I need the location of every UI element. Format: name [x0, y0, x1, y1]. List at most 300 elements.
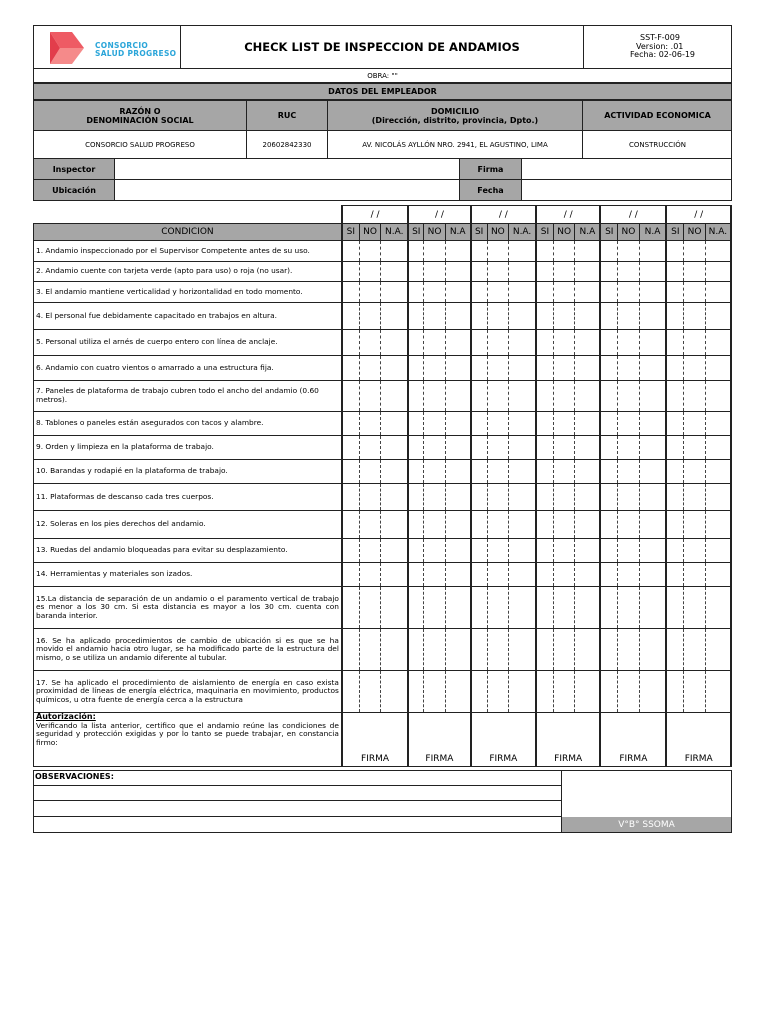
si-checkbox-6[interactable] — [666, 262, 683, 282]
si-checkbox-1[interactable] — [342, 330, 359, 356]
si-checkbox-4[interactable] — [536, 436, 553, 460]
na-checkbox-1[interactable] — [381, 460, 408, 484]
no-checkbox-2[interactable] — [424, 241, 445, 262]
si-checkbox-2[interactable] — [408, 539, 424, 563]
na-checkbox-2[interactable] — [445, 241, 470, 262]
na-checkbox-1[interactable] — [381, 484, 408, 511]
no-checkbox-2[interactable] — [424, 539, 445, 563]
no-checkbox-6[interactable] — [684, 262, 705, 282]
na-checkbox-5[interactable] — [639, 436, 666, 460]
na-checkbox-3[interactable] — [509, 629, 536, 671]
na-checkbox-3[interactable] — [509, 563, 536, 587]
na-checkbox-3[interactable] — [509, 241, 536, 262]
na-checkbox-4[interactable] — [575, 671, 600, 713]
na-checkbox-6[interactable] — [705, 629, 731, 671]
si-checkbox-3[interactable] — [471, 671, 487, 713]
si-checkbox-5[interactable] — [600, 484, 617, 511]
no-checkbox-3[interactable] — [487, 356, 508, 381]
no-checkbox-4[interactable] — [553, 356, 574, 381]
na-checkbox-3[interactable] — [509, 460, 536, 484]
no-checkbox-4[interactable] — [553, 282, 574, 303]
si-checkbox-2[interactable] — [408, 436, 424, 460]
na-checkbox-1[interactable] — [381, 539, 408, 563]
si-checkbox-3[interactable] — [471, 262, 487, 282]
na-checkbox-3[interactable] — [509, 412, 536, 436]
no-checkbox-5[interactable] — [618, 563, 639, 587]
si-checkbox-5[interactable] — [600, 356, 617, 381]
si-checkbox-4[interactable] — [536, 282, 553, 303]
si-checkbox-3[interactable] — [471, 587, 487, 629]
na-checkbox-5[interactable] — [639, 671, 666, 713]
firma-signature-1[interactable] — [342, 713, 408, 767]
na-checkbox-3[interactable] — [509, 282, 536, 303]
inspection-date-6[interactable]: / / — [666, 206, 731, 224]
si-checkbox-5[interactable] — [600, 511, 617, 539]
no-checkbox-6[interactable] — [684, 356, 705, 381]
na-checkbox-3[interactable] — [509, 381, 536, 412]
si-checkbox-1[interactable] — [342, 241, 359, 262]
na-checkbox-4[interactable] — [575, 460, 600, 484]
na-checkbox-6[interactable] — [705, 484, 731, 511]
na-checkbox-2[interactable] — [445, 330, 470, 356]
no-checkbox-1[interactable] — [359, 412, 380, 436]
no-checkbox-2[interactable] — [424, 303, 445, 330]
no-checkbox-3[interactable] — [487, 460, 508, 484]
fecha-input[interactable] — [522, 180, 731, 200]
no-checkbox-1[interactable] — [359, 241, 380, 262]
no-checkbox-2[interactable] — [424, 356, 445, 381]
si-checkbox-6[interactable] — [666, 511, 683, 539]
na-checkbox-4[interactable] — [575, 484, 600, 511]
na-checkbox-4[interactable] — [575, 412, 600, 436]
na-checkbox-3[interactable] — [509, 539, 536, 563]
no-checkbox-6[interactable] — [684, 460, 705, 484]
no-checkbox-6[interactable] — [684, 587, 705, 629]
no-checkbox-5[interactable] — [618, 484, 639, 511]
no-checkbox-6[interactable] — [684, 539, 705, 563]
si-checkbox-1[interactable] — [342, 511, 359, 539]
na-checkbox-5[interactable] — [639, 356, 666, 381]
observaciones-line-2[interactable] — [34, 801, 561, 816]
si-checkbox-6[interactable] — [666, 330, 683, 356]
no-checkbox-6[interactable] — [684, 303, 705, 330]
si-checkbox-2[interactable] — [408, 241, 424, 262]
si-checkbox-2[interactable] — [408, 330, 424, 356]
no-checkbox-3[interactable] — [487, 241, 508, 262]
si-checkbox-3[interactable] — [471, 460, 487, 484]
na-checkbox-4[interactable] — [575, 436, 600, 460]
si-checkbox-3[interactable] — [471, 563, 487, 587]
na-checkbox-3[interactable] — [509, 587, 536, 629]
inspection-date-3[interactable]: / / — [471, 206, 536, 224]
na-checkbox-6[interactable] — [705, 412, 731, 436]
na-checkbox-3[interactable] — [509, 484, 536, 511]
na-checkbox-6[interactable] — [705, 262, 731, 282]
si-checkbox-1[interactable] — [342, 484, 359, 511]
si-checkbox-4[interactable] — [536, 563, 553, 587]
si-checkbox-6[interactable] — [666, 436, 683, 460]
na-checkbox-4[interactable] — [575, 629, 600, 671]
na-checkbox-6[interactable] — [705, 671, 731, 713]
si-checkbox-2[interactable] — [408, 381, 424, 412]
no-checkbox-5[interactable] — [618, 330, 639, 356]
vb-signature-area[interactable] — [562, 771, 731, 817]
na-checkbox-1[interactable] — [381, 381, 408, 412]
na-checkbox-2[interactable] — [445, 539, 470, 563]
si-checkbox-4[interactable] — [536, 330, 553, 356]
si-checkbox-4[interactable] — [536, 241, 553, 262]
no-checkbox-1[interactable] — [359, 282, 380, 303]
no-checkbox-3[interactable] — [487, 484, 508, 511]
na-checkbox-5[interactable] — [639, 381, 666, 412]
na-checkbox-2[interactable] — [445, 587, 470, 629]
no-checkbox-5[interactable] — [618, 436, 639, 460]
si-checkbox-6[interactable] — [666, 671, 683, 713]
no-checkbox-6[interactable] — [684, 511, 705, 539]
si-checkbox-1[interactable] — [342, 381, 359, 412]
no-checkbox-1[interactable] — [359, 436, 380, 460]
si-checkbox-4[interactable] — [536, 381, 553, 412]
no-checkbox-3[interactable] — [487, 282, 508, 303]
no-checkbox-4[interactable] — [553, 241, 574, 262]
na-checkbox-5[interactable] — [639, 511, 666, 539]
no-checkbox-2[interactable] — [424, 330, 445, 356]
no-checkbox-5[interactable] — [618, 460, 639, 484]
si-checkbox-4[interactable] — [536, 262, 553, 282]
no-checkbox-2[interactable] — [424, 381, 445, 412]
si-checkbox-3[interactable] — [471, 484, 487, 511]
firma-input[interactable] — [522, 159, 731, 179]
si-checkbox-6[interactable] — [666, 629, 683, 671]
si-checkbox-2[interactable] — [408, 412, 424, 436]
si-checkbox-2[interactable] — [408, 303, 424, 330]
si-checkbox-5[interactable] — [600, 303, 617, 330]
si-checkbox-1[interactable] — [342, 587, 359, 629]
na-checkbox-4[interactable] — [575, 511, 600, 539]
no-checkbox-4[interactable] — [553, 460, 574, 484]
no-checkbox-4[interactable] — [553, 629, 574, 671]
na-checkbox-4[interactable] — [575, 330, 600, 356]
no-checkbox-2[interactable] — [424, 629, 445, 671]
no-checkbox-4[interactable] — [553, 381, 574, 412]
si-checkbox-5[interactable] — [600, 539, 617, 563]
na-checkbox-2[interactable] — [445, 460, 470, 484]
si-checkbox-2[interactable] — [408, 262, 424, 282]
firma-signature-2[interactable] — [408, 713, 470, 767]
na-checkbox-2[interactable] — [445, 436, 470, 460]
si-checkbox-4[interactable] — [536, 511, 553, 539]
na-checkbox-4[interactable] — [575, 241, 600, 262]
no-checkbox-2[interactable] — [424, 511, 445, 539]
na-checkbox-3[interactable] — [509, 262, 536, 282]
na-checkbox-5[interactable] — [639, 484, 666, 511]
firma-signature-6[interactable] — [666, 713, 731, 767]
na-checkbox-2[interactable] — [445, 629, 470, 671]
na-checkbox-6[interactable] — [705, 303, 731, 330]
si-checkbox-6[interactable] — [666, 539, 683, 563]
no-checkbox-3[interactable] — [487, 539, 508, 563]
na-checkbox-2[interactable] — [445, 303, 470, 330]
na-checkbox-1[interactable] — [381, 671, 408, 713]
na-checkbox-4[interactable] — [575, 282, 600, 303]
na-checkbox-2[interactable] — [445, 412, 470, 436]
si-checkbox-1[interactable] — [342, 460, 359, 484]
no-checkbox-3[interactable] — [487, 629, 508, 671]
si-checkbox-5[interactable] — [600, 671, 617, 713]
no-checkbox-4[interactable] — [553, 587, 574, 629]
si-checkbox-1[interactable] — [342, 563, 359, 587]
na-checkbox-2[interactable] — [445, 262, 470, 282]
na-checkbox-5[interactable] — [639, 460, 666, 484]
si-checkbox-4[interactable] — [536, 587, 553, 629]
no-checkbox-5[interactable] — [618, 381, 639, 412]
no-checkbox-1[interactable] — [359, 356, 380, 381]
no-checkbox-4[interactable] — [553, 484, 574, 511]
na-checkbox-5[interactable] — [639, 241, 666, 262]
na-checkbox-3[interactable] — [509, 511, 536, 539]
si-checkbox-4[interactable] — [536, 629, 553, 671]
no-checkbox-2[interactable] — [424, 587, 445, 629]
na-checkbox-5[interactable] — [639, 303, 666, 330]
na-checkbox-5[interactable] — [639, 563, 666, 587]
na-checkbox-5[interactable] — [639, 629, 666, 671]
no-checkbox-6[interactable] — [684, 241, 705, 262]
na-checkbox-2[interactable] — [445, 356, 470, 381]
si-checkbox-2[interactable] — [408, 671, 424, 713]
na-checkbox-6[interactable] — [705, 563, 731, 587]
si-checkbox-5[interactable] — [600, 563, 617, 587]
na-checkbox-6[interactable] — [705, 356, 731, 381]
na-checkbox-1[interactable] — [381, 629, 408, 671]
si-checkbox-5[interactable] — [600, 412, 617, 436]
na-checkbox-3[interactable] — [509, 330, 536, 356]
si-checkbox-3[interactable] — [471, 356, 487, 381]
no-checkbox-4[interactable] — [553, 330, 574, 356]
no-checkbox-4[interactable] — [553, 671, 574, 713]
si-checkbox-1[interactable] — [342, 629, 359, 671]
si-checkbox-5[interactable] — [600, 460, 617, 484]
na-checkbox-1[interactable] — [381, 436, 408, 460]
na-checkbox-6[interactable] — [705, 282, 731, 303]
si-checkbox-2[interactable] — [408, 629, 424, 671]
na-checkbox-1[interactable] — [381, 303, 408, 330]
si-checkbox-5[interactable] — [600, 282, 617, 303]
si-checkbox-3[interactable] — [471, 282, 487, 303]
si-checkbox-6[interactable] — [666, 460, 683, 484]
na-checkbox-2[interactable] — [445, 511, 470, 539]
si-checkbox-3[interactable] — [471, 303, 487, 330]
na-checkbox-4[interactable] — [575, 381, 600, 412]
no-checkbox-2[interactable] — [424, 484, 445, 511]
si-checkbox-3[interactable] — [471, 330, 487, 356]
no-checkbox-6[interactable] — [684, 330, 705, 356]
na-checkbox-5[interactable] — [639, 587, 666, 629]
na-checkbox-3[interactable] — [509, 303, 536, 330]
si-checkbox-4[interactable] — [536, 484, 553, 511]
no-checkbox-1[interactable] — [359, 460, 380, 484]
no-checkbox-3[interactable] — [487, 303, 508, 330]
no-checkbox-1[interactable] — [359, 629, 380, 671]
no-checkbox-3[interactable] — [487, 511, 508, 539]
si-checkbox-3[interactable] — [471, 436, 487, 460]
na-checkbox-4[interactable] — [575, 539, 600, 563]
no-checkbox-2[interactable] — [424, 460, 445, 484]
no-checkbox-4[interactable] — [553, 262, 574, 282]
si-checkbox-1[interactable] — [342, 539, 359, 563]
na-checkbox-1[interactable] — [381, 356, 408, 381]
no-checkbox-5[interactable] — [618, 241, 639, 262]
si-checkbox-6[interactable] — [666, 282, 683, 303]
no-checkbox-3[interactable] — [487, 671, 508, 713]
no-checkbox-1[interactable] — [359, 511, 380, 539]
na-checkbox-6[interactable] — [705, 330, 731, 356]
na-checkbox-2[interactable] — [445, 484, 470, 511]
na-checkbox-3[interactable] — [509, 671, 536, 713]
si-checkbox-4[interactable] — [536, 412, 553, 436]
no-checkbox-1[interactable] — [359, 262, 380, 282]
inspector-input[interactable] — [115, 159, 459, 179]
no-checkbox-3[interactable] — [487, 330, 508, 356]
no-checkbox-6[interactable] — [684, 484, 705, 511]
si-checkbox-2[interactable] — [408, 282, 424, 303]
na-checkbox-1[interactable] — [381, 412, 408, 436]
si-checkbox-5[interactable] — [600, 262, 617, 282]
no-checkbox-5[interactable] — [618, 282, 639, 303]
no-checkbox-3[interactable] — [487, 262, 508, 282]
no-checkbox-4[interactable] — [553, 539, 574, 563]
firma-signature-4[interactable] — [536, 713, 600, 767]
inspection-date-2[interactable]: / / — [408, 206, 470, 224]
na-checkbox-5[interactable] — [639, 412, 666, 436]
no-checkbox-1[interactable] — [359, 381, 380, 412]
no-checkbox-4[interactable] — [553, 412, 574, 436]
na-checkbox-6[interactable] — [705, 511, 731, 539]
si-checkbox-3[interactable] — [471, 629, 487, 671]
si-checkbox-3[interactable] — [471, 241, 487, 262]
no-checkbox-3[interactable] — [487, 436, 508, 460]
observaciones-line-3[interactable] — [34, 817, 561, 832]
si-checkbox-1[interactable] — [342, 262, 359, 282]
no-checkbox-4[interactable] — [553, 563, 574, 587]
no-checkbox-6[interactable] — [684, 381, 705, 412]
si-checkbox-6[interactable] — [666, 484, 683, 511]
na-checkbox-4[interactable] — [575, 563, 600, 587]
no-checkbox-5[interactable] — [618, 629, 639, 671]
na-checkbox-6[interactable] — [705, 381, 731, 412]
si-checkbox-1[interactable] — [342, 671, 359, 713]
si-checkbox-4[interactable] — [536, 356, 553, 381]
no-checkbox-6[interactable] — [684, 412, 705, 436]
no-checkbox-1[interactable] — [359, 563, 380, 587]
si-checkbox-4[interactable] — [536, 303, 553, 330]
si-checkbox-2[interactable] — [408, 587, 424, 629]
no-checkbox-4[interactable] — [553, 436, 574, 460]
observaciones-line-1[interactable] — [34, 786, 561, 800]
firma-signature-3[interactable] — [471, 713, 536, 767]
si-checkbox-2[interactable] — [408, 356, 424, 381]
no-checkbox-3[interactable] — [487, 563, 508, 587]
no-checkbox-1[interactable] — [359, 330, 380, 356]
si-checkbox-2[interactable] — [408, 460, 424, 484]
na-checkbox-1[interactable] — [381, 262, 408, 282]
si-checkbox-1[interactable] — [342, 356, 359, 381]
si-checkbox-3[interactable] — [471, 539, 487, 563]
si-checkbox-3[interactable] — [471, 412, 487, 436]
no-checkbox-5[interactable] — [618, 511, 639, 539]
si-checkbox-2[interactable] — [408, 511, 424, 539]
si-checkbox-5[interactable] — [600, 587, 617, 629]
si-checkbox-3[interactable] — [471, 511, 487, 539]
si-checkbox-6[interactable] — [666, 356, 683, 381]
si-checkbox-6[interactable] — [666, 241, 683, 262]
si-checkbox-5[interactable] — [600, 436, 617, 460]
no-checkbox-1[interactable] — [359, 587, 380, 629]
si-checkbox-2[interactable] — [408, 484, 424, 511]
inspection-date-4[interactable]: / / — [536, 206, 600, 224]
na-checkbox-6[interactable] — [705, 539, 731, 563]
si-checkbox-1[interactable] — [342, 303, 359, 330]
na-checkbox-4[interactable] — [575, 303, 600, 330]
no-checkbox-3[interactable] — [487, 412, 508, 436]
si-checkbox-6[interactable] — [666, 412, 683, 436]
no-checkbox-5[interactable] — [618, 356, 639, 381]
no-checkbox-6[interactable] — [684, 563, 705, 587]
si-checkbox-4[interactable] — [536, 671, 553, 713]
na-checkbox-2[interactable] — [445, 671, 470, 713]
na-checkbox-1[interactable] — [381, 511, 408, 539]
no-checkbox-6[interactable] — [684, 436, 705, 460]
ubicacion-input[interactable] — [115, 180, 459, 200]
na-checkbox-6[interactable] — [705, 241, 731, 262]
no-checkbox-5[interactable] — [618, 671, 639, 713]
no-checkbox-2[interactable] — [424, 563, 445, 587]
si-checkbox-5[interactable] — [600, 629, 617, 671]
na-checkbox-2[interactable] — [445, 282, 470, 303]
si-checkbox-6[interactable] — [666, 381, 683, 412]
no-checkbox-3[interactable] — [487, 587, 508, 629]
na-checkbox-5[interactable] — [639, 262, 666, 282]
no-checkbox-6[interactable] — [684, 629, 705, 671]
na-checkbox-5[interactable] — [639, 330, 666, 356]
na-checkbox-5[interactable] — [639, 282, 666, 303]
na-checkbox-4[interactable] — [575, 587, 600, 629]
inspection-date-1[interactable]: / / — [342, 206, 408, 224]
na-checkbox-2[interactable] — [445, 381, 470, 412]
na-checkbox-6[interactable] — [705, 436, 731, 460]
no-checkbox-6[interactable] — [684, 282, 705, 303]
no-checkbox-6[interactable] — [684, 671, 705, 713]
no-checkbox-2[interactable] — [424, 436, 445, 460]
si-checkbox-6[interactable] — [666, 587, 683, 629]
na-checkbox-3[interactable] — [509, 436, 536, 460]
na-checkbox-1[interactable] — [381, 587, 408, 629]
na-checkbox-1[interactable] — [381, 282, 408, 303]
si-checkbox-6[interactable] — [666, 563, 683, 587]
no-checkbox-5[interactable] — [618, 303, 639, 330]
si-checkbox-5[interactable] — [600, 381, 617, 412]
si-checkbox-5[interactable] — [600, 330, 617, 356]
si-checkbox-1[interactable] — [342, 282, 359, 303]
no-checkbox-3[interactable] — [487, 381, 508, 412]
na-checkbox-1[interactable] — [381, 241, 408, 262]
no-checkbox-1[interactable] — [359, 539, 380, 563]
si-checkbox-1[interactable] — [342, 436, 359, 460]
na-checkbox-4[interactable] — [575, 356, 600, 381]
no-checkbox-4[interactable] — [553, 303, 574, 330]
na-checkbox-2[interactable] — [445, 563, 470, 587]
firma-signature-5[interactable] — [600, 713, 666, 767]
no-checkbox-2[interactable] — [424, 412, 445, 436]
